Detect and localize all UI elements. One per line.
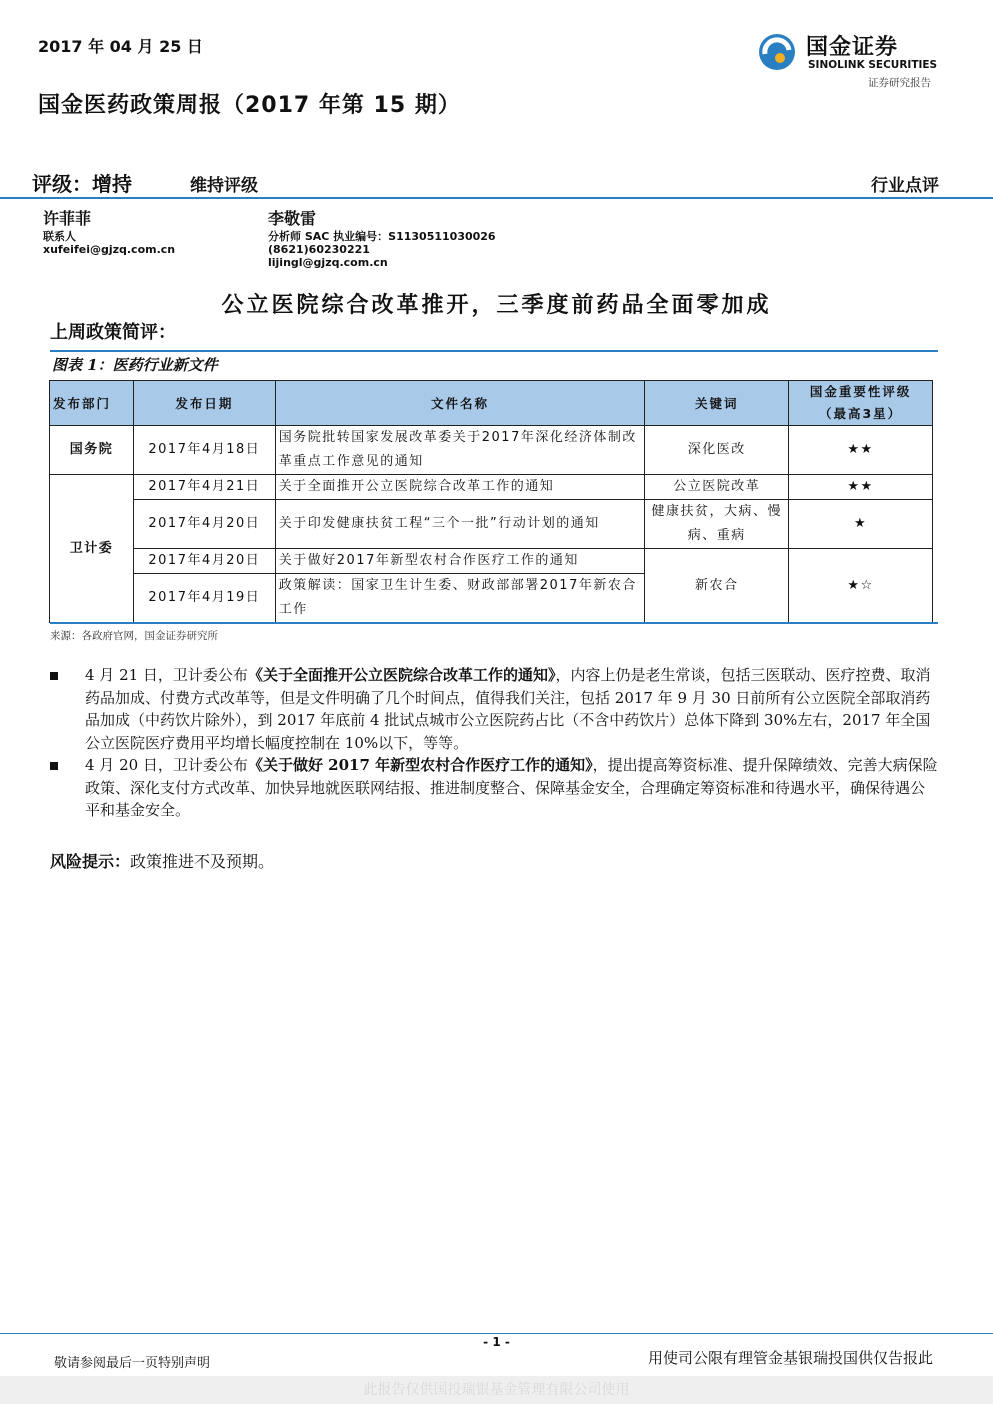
rating-header-line: 国金重要性评级 (809, 384, 912, 399)
rating-cell: ★★ (789, 426, 933, 475)
section-title: 上周政策简评： (50, 322, 176, 343)
analyst-name: 许菲菲 (43, 209, 92, 228)
bullet-item (50, 664, 938, 754)
figure-label: 图表 1：医药行业新文件 (52, 356, 218, 374)
bullet-doc-title: 《关于做好 2017 年新型农村合作医疗工作的通知》 (247, 756, 593, 774)
date-cell: 2017年4月20日 (133, 549, 275, 574)
page-number: - 1 - (483, 1335, 510, 1349)
document-cell: 国务院批转国家发展改革委关于2017年深化经济体制改革重点工作意见的通知 (275, 426, 645, 475)
table-header-row (50, 381, 933, 426)
column-header: 发布部门 (50, 381, 134, 426)
column-header: 发布日期 (133, 381, 275, 426)
document-cell: 政策解读：国家卫生计生委、财政部部署2017年新农合工作 (275, 574, 645, 623)
analyst-role: 分析师 SAC 执业编号：S1130511030026 (268, 230, 496, 243)
analyst-role: 联系人 (43, 230, 76, 243)
report-title: 国金医药政策周报（2017 年第 15 期） (38, 93, 461, 118)
logo-subtitle: 证券研究报告 (868, 77, 931, 89)
bullet-text-post: ，内容上仍是老生常谈，包括三医联动、医疗控费、取消药品加成、付费方式改革等，但是文件明确了几个时间点，值得我们关注，包括 2017 年 9 月 30 日前所有公立医院全部取消药品加成（中药饮片除外），到 2017 年底前 4 批试点城市公立医院药占比（不含中药饮片）总体下降到 30%左右，2017 年全国公立医院医疗费用平均增长幅度控制在 10%以下，等等。 (85, 666, 931, 752)
section-divider (50, 350, 938, 352)
table-row (50, 475, 933, 500)
analyst-contact (43, 208, 175, 256)
risk-warning (50, 849, 274, 872)
keyword-cell: 深化医改 (645, 426, 789, 475)
keyword-cell: 健康扶贫，大病、慢病、重病 (645, 500, 789, 549)
column-header (789, 381, 933, 426)
date-cell: 2017年4月19日 (133, 574, 275, 623)
department-cell: 卫计委 (50, 475, 134, 623)
table-row (50, 426, 933, 475)
column-header: 关键词 (645, 381, 789, 426)
analyst-email[interactable]: lijingl@gjzq.com.cn (268, 256, 388, 269)
footer-divider (0, 1333, 993, 1334)
document-cell: 关于印发健康扶贫工程“三个一批”行动计划的通知 (275, 500, 645, 549)
date-cell: 2017年4月18日 (133, 426, 275, 475)
bullet-text-pre: 4 月 21 日，卫计委公布 (85, 666, 248, 684)
document-cell: 关于全面推开公立医院综合改革工作的通知 (275, 475, 645, 500)
analyst-primary (268, 208, 496, 269)
rating-header-subline: （最高3星） (818, 406, 903, 421)
date-cell: 2017年4月20日 (133, 500, 275, 549)
logo-chinese: 国金证券 (806, 35, 899, 60)
date-cell: 2017年4月21日 (133, 475, 275, 500)
sinolink-logo-icon (757, 32, 797, 72)
figure-source: 来源：各政府官网，国金证券研究所 (50, 630, 218, 642)
footer-notice: 用使司公限有理管金基银瑞投国供仅告报此 (647, 1349, 933, 1367)
report-type: 行业点评 (871, 176, 939, 196)
keyword-cell: 新农合 (645, 549, 789, 623)
bullet-doc-title: 《关于全面推开公立医院综合改革工作的通知》 (247, 666, 556, 684)
policy-table (49, 380, 933, 623)
analyst-email[interactable]: xufeifei@gjzq.com.cn (43, 243, 176, 256)
watermark: 此报告仅供国投瑞银基金管理有限公司使用 (0, 1376, 993, 1404)
risk-text: 政策推进不及预期。 (130, 852, 275, 871)
department-cell: 国务院 (50, 426, 134, 475)
rating-cell: ★★ (789, 475, 933, 500)
bullet-text-pre: 4 月 20 日，卫计委公布 (85, 756, 248, 774)
headline: 公立医院综合改革推开，三季度前药品全面零加成 (221, 292, 772, 318)
bullet-marker-icon (50, 762, 58, 770)
footer-disclaimer-link[interactable]: 敬请参阅最后一页特别声明 (54, 1356, 211, 1371)
bullet-marker-icon (50, 672, 58, 680)
document-cell: 关于做好2017年新型农村合作医疗工作的通知 (275, 549, 645, 574)
bullet-list (50, 664, 938, 822)
rating-cell: ★☆ (789, 549, 933, 623)
table-row (50, 500, 933, 549)
column-header: 文件名称 (275, 381, 645, 426)
bullet-text-post: ，提出提高筹资标准、提升保障绩效、完善大病保险政策、深化支付方式改革、加快异地就医联网结报、推进制度整合、保障基金安全，合理确定筹资标准和待遇水平，确保待遇公平和基金安全。 (85, 756, 938, 819)
rating-label: 评级：增持 (32, 172, 132, 196)
risk-label: 风险提示： (50, 852, 131, 871)
analyst-name: 李敬雷 (268, 209, 317, 228)
table-bottom-rule (50, 622, 938, 624)
rating-cell: ★ (789, 500, 933, 549)
keyword-cell: 公立医院改革 (645, 475, 789, 500)
bullet-item (50, 754, 938, 822)
report-date: 2017 年 04 月 25 日 (38, 37, 203, 56)
table-row (50, 549, 933, 574)
logo-english: SINOLINK SECURITIES (808, 59, 938, 71)
header-divider (0, 197, 993, 199)
rating-action: 维持评级 (190, 176, 258, 196)
analyst-phone: (8621)60230221 (268, 243, 370, 256)
